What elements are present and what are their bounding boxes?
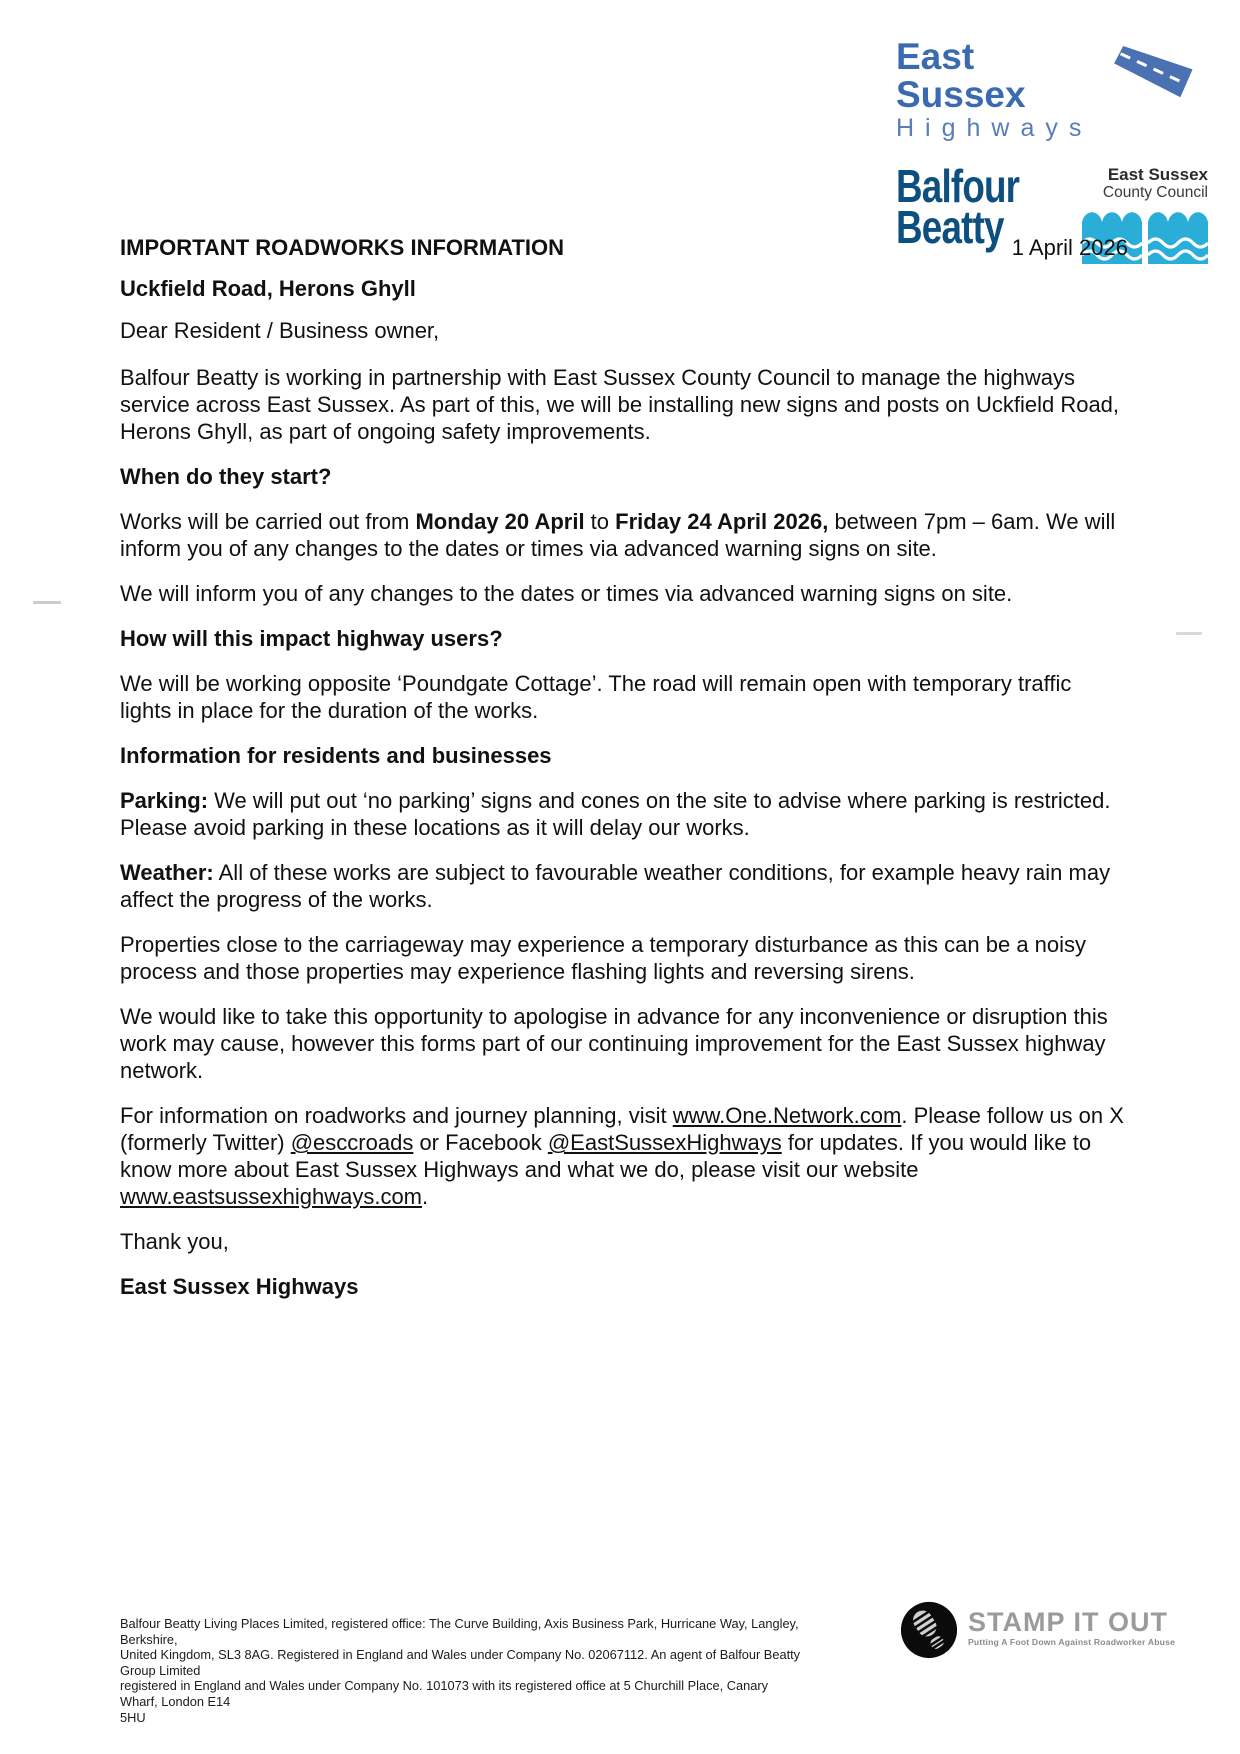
paragraph: For information on roadworks and journey planning, visit www.One.Network.com. Please follow us on X (formerly Twitter) @esccroads or Facebook @EastSussexHighways for updates. If you would like to know more about East Sussex Highways and what we do, please visit our website www.eastsussexhighways.com.: [120, 1103, 1124, 1209]
paragraph: Balfour Beatty is working in partnership with East Sussex County Council to manage the highways service across East Sussex. As part of this, we will be installing new signs and posts on Uckfield Road, Herons Ghyll, as part of ongoing safety improvements.: [120, 365, 1120, 444]
page-title: IMPORTANT ROADWORKS INFORMATION: [120, 235, 565, 260]
paragraph: Parking: We will put out ‘no parking’ signs and cones on the site to advise where parking is restricted. Please avoid parking in these locations as it will delay our works.: [120, 788, 1111, 840]
esh-logo-line2: Highways: [896, 114, 1093, 142]
bb-logo-line1: Balfour: [896, 160, 1020, 212]
stamp-tagline: Putting A Foot Down Against Roadworker Abuse: [968, 1637, 1176, 1647]
east-sussex-highways-wordmark: [896, 38, 1098, 142]
esh-logo-line1: East Sussex: [896, 36, 1026, 115]
letter-content: [120, 234, 1128, 1318]
link-text[interactable]: @EastSussexHighways: [547, 1130, 782, 1155]
footer-line: Balfour Beatty Living Places Limited, registered office: The Curve Building, Axis Business Park, Hurricane Way, Langley, Berkshire,: [120, 1616, 799, 1647]
header-logos: [896, 36, 1208, 264]
title-row: [120, 234, 1128, 261]
paragraph: Weather: All of these works are subject to favourable weather conditions, for example heavy rain may affect the progress of the works.: [120, 860, 1111, 912]
section-heading: How will this impact highway users?: [120, 626, 503, 651]
footer-legal: [120, 1616, 808, 1725]
escc-logo-line1: East Sussex: [1107, 165, 1208, 184]
paragraph: Thank you,: [120, 1229, 229, 1254]
salutation: Dear Resident / Business owner,: [120, 318, 440, 343]
signature-line: East Sussex Highways: [120, 1274, 359, 1299]
scan-artifact-dash-left: [33, 601, 61, 604]
east-sussex-highways-logo: [896, 38, 1196, 142]
stamp-it-out-logo: [899, 1599, 1175, 1661]
boot-print-icon: [899, 1599, 959, 1661]
section-heading: Information for residents and businesses: [120, 743, 552, 768]
bb-logo-line2: Beatty: [896, 201, 1004, 253]
subject-line: Uckfield Road, Herons Ghyll: [120, 276, 416, 301]
link-text[interactable]: @esccroads: [290, 1130, 414, 1155]
stamp-text: [968, 1609, 1175, 1647]
paragraph: We will inform you of any changes to the dates or times via advanced warning signs on site.: [120, 581, 1013, 606]
scan-artifact-dash-right: [1176, 632, 1202, 635]
footer-line: 5HU: [120, 1709, 146, 1725]
link-text[interactable]: www.eastsussexhighways.com: [120, 1184, 423, 1209]
stamp-title: STAMP IT OUT: [968, 1607, 1168, 1637]
link-text[interactable]: www.One.Network.com: [672, 1103, 902, 1128]
paragraph: We would like to take this opportunity to apologise in advance for any inconvenience or disruption this work may cause, however this forms part of our continuing improvement for the East Sussex highway network.: [120, 1004, 1108, 1083]
letter-date: 1 April 2026: [1011, 235, 1128, 260]
footer-line: United Kingdom, SL3 8AG. Registered in England and Wales under Company No. 02067112. An agent of Balfour Beatty Group Limited: [120, 1647, 801, 1678]
paragraph: Properties close to the carriageway may experience a temporary disturbance as this can be a noisy process and those properties may experience flashing lights and reversing sirens.: [120, 932, 1087, 984]
paragraph: Works will be carried out from Monday 20 April to Friday 24 April 2026, between 7pm – 6am. We will inform you of any changes to the dates or times via advanced warning signs on site.: [120, 509, 1116, 561]
paragraph: We will be working opposite ‘Poundgate Cottage’. The road will remain open with temporary traffic lights in place for the duration of the works.: [120, 671, 1072, 723]
footer-line: registered in England and Wales under Company No. 101073 with its registered office at 5 Churchill Place, Canary Wharf, London E14: [120, 1678, 769, 1709]
road-icon: [1112, 38, 1196, 100]
letter-body: [120, 275, 1128, 1300]
escc-logo-line2: County Council: [1102, 184, 1208, 201]
section-heading: When do they start?: [120, 464, 332, 489]
